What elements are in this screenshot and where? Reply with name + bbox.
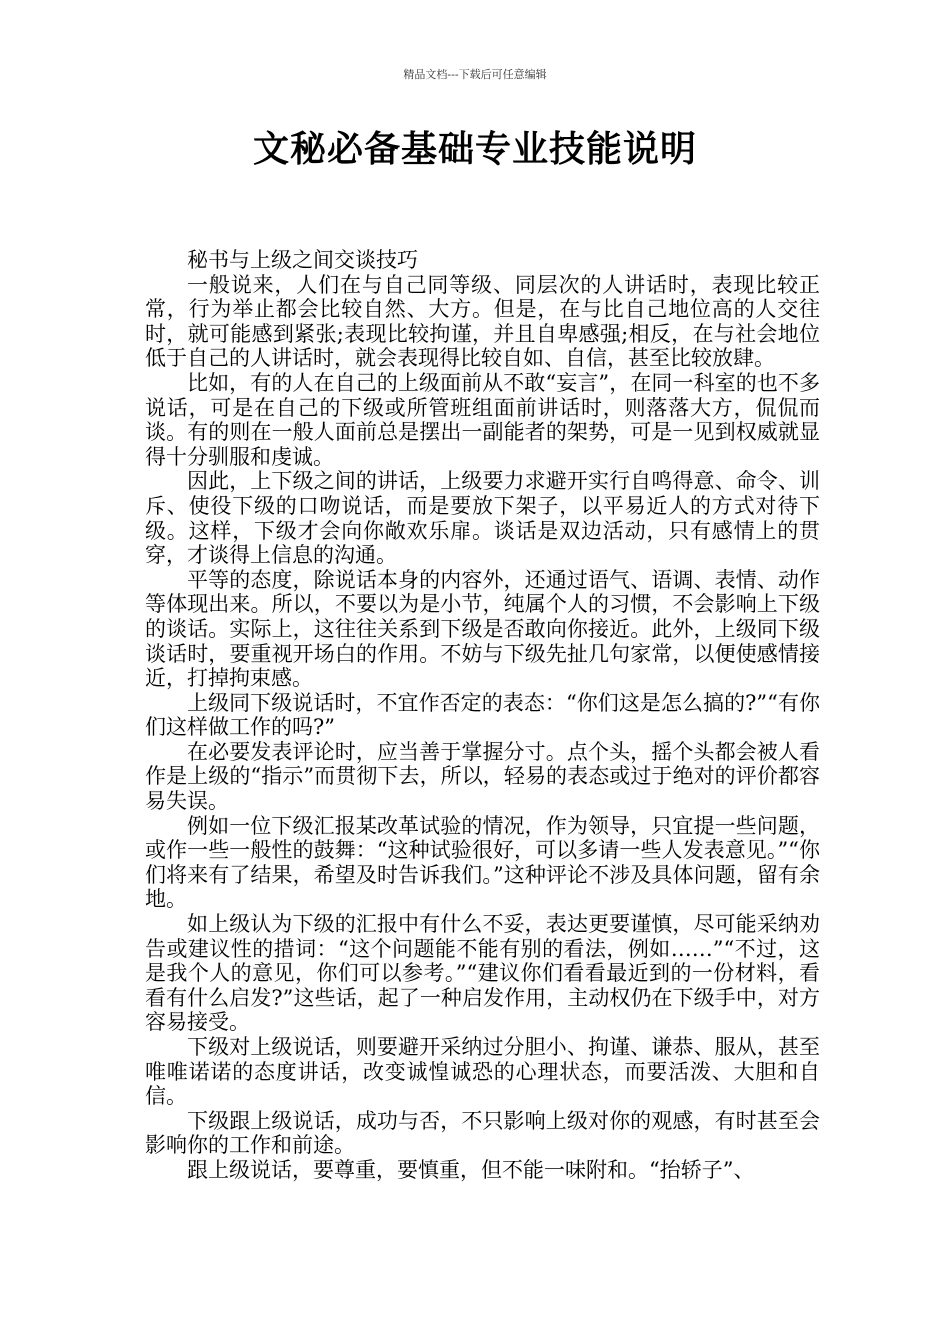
- paragraph: 下级对上级说话，则要避开采纳过分胆小、拘谨、谦恭、服从，甚至唯唯诺诺的态度讲话，改变诚惶诚恐的心理状态，而要活泼、大胆和自信。: [145, 1035, 820, 1109]
- paragraph: 平等的态度，除说话本身的内容外，还通过语气、语调、表情、动作等体现出来。所以，不要以为是小节，纯属个人的习惯，不会影响上下级的谈话。实际上，这往往关系到下级是否敢向你接近。此外，上级同下级谈话时，要重视开场白的作用。不妨与下级先扯几句家常，以便使感情接近，打掉拘束感。: [145, 567, 820, 691]
- paragraph: 在必要发表评论时，应当善于掌握分寸。点个头，摇个头都会被人看作是上级的“指示”而贯彻下去，所以，轻易的表态或过于绝对的评价都容易失误。: [145, 739, 820, 814]
- paragraph: 如上级认为下级的汇报中有什么不妥，表达更要谨慎，尽可能采纳劝告或建议性的措词：“这个问题能不能有别的看法，例如……”“不过，这是我个人的意见，你们可以参考。”“建议你们看看最近到的一份材料，看看有什么启发?”这些话，起了一种启发作用，主动权仍在下级手中，对方容易接受。: [145, 912, 820, 1035]
- header-note: 精品文档---下载后可任意编辑: [403, 68, 547, 81]
- paragraph: 下级跟上级说话，成功与否，不只影响上级对你的观感，有时甚至会影响你的工作和前途。: [145, 1108, 820, 1158]
- paragraph: 例如一位下级汇报某改革试验的情况，作为领导，只宜提一些问题，或作一些一般性的鼓舞：“这种试验很好，可以多请一些人发表意见。”“你们将来有了结果，希望及时告诉我们。”这种评论不涉及具体问题，留有余地。: [145, 813, 820, 912]
- paragraph: 上级同下级说话时，不宜作否定的表态：“你们这是怎么搞的?”“有你们这样做工作的吗?”: [145, 690, 820, 740]
- section-heading: 秘书与上级之间交谈技巧: [187, 248, 418, 272]
- document-body: [145, 248, 820, 1183]
- paragraph: 一般说来，人们在与自己同等级、同层次的人讲话时，表现比较正常，行为举止都会比较自然、大方。但是，在与比自己地位高的人交往时，就可能感到紧张;表现比较拘谨，并且自卑感强;相反，在与社会地位低于自己的人讲话时，就会表现得比较自如、自信，甚至比较放肆。: [145, 272, 820, 371]
- paragraph: 因此，上下级之间的讲话，上级要力求避开实行自鸣得意、命令、训斥、使役下级的口吻说话，而是要放下架子，以平易近人的方式对待下级。这样，下级才会向你敞欢乐扉。谈话是双边活动，只有感情上的贯穿，才谈得上信息的沟通。: [145, 469, 820, 568]
- paragraph: 比如，有的人在自己的上级面前从不敢“妄言”，在同一科室的也不多说话，可是在自己的下级或所管班组面前讲话时，则落落大方，侃侃而谈。有的则在一般人面前总是摆出一副能者的架势，可是一见到权威就显得十分驯服和虔诚。: [145, 370, 820, 469]
- paragraph: 跟上级说话，要尊重，要慎重，但不能一味附和。“抬轿子”、: [187, 1157, 755, 1182]
- document-title: 文秘必备基础专业技能说明: [252, 129, 697, 170]
